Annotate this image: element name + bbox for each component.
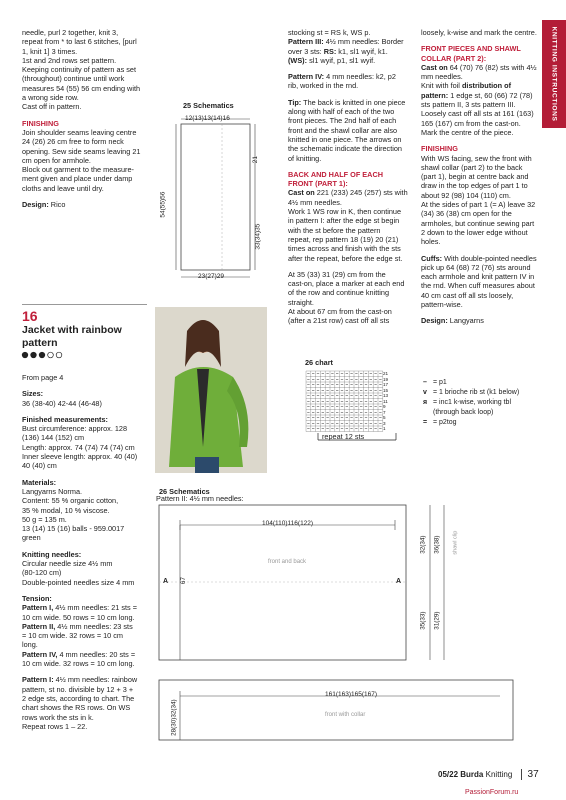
pattern-4-label: Pattern IV:: [288, 72, 325, 82]
chart-row-number: 21: [383, 371, 389, 376]
pattern-1: [22, 675, 154, 731]
tension-label: Tension:: [22, 593, 52, 603]
cast-off-continued: loosely, k-wise and mark the centre.: [421, 28, 537, 37]
legend-symbol: =: [423, 419, 428, 426]
ws-label: (WS):: [288, 55, 308, 65]
footer-issue: 05/22: [438, 770, 459, 779]
chart-row-number: 9: [383, 404, 386, 409]
front-cast-on: [421, 63, 546, 137]
legend-symbol: v: [423, 389, 427, 396]
front-cast-on-text: 64 (70) 76 (82) sts with 4½ mm needles. Knit with foil: [421, 62, 537, 91]
needles-label: Knitting needles:: [22, 549, 82, 559]
chart-row-number: 11: [383, 398, 388, 404]
distribution-label: distribution of pattern:: [421, 81, 512, 100]
difficulty-dot-empty: [48, 352, 54, 358]
ws-text: sl1 wyif, p1, sl1 wyif.: [307, 55, 376, 65]
schematic-25-bottom-dim: 23(27)29: [198, 273, 225, 280]
marker-a-right: A: [396, 578, 402, 585]
finishing-text-2: With WS facing, sew the front with shawl collar (part 2) to the back (part 1), begin at centre back and draw in the top edges of part 1 to about 92 (98) 104 (110) cm. At the sides of part 1 (= A) leave 32 (34) 36 (38) cm open for the armholes, but continue sewing part 2 down to the lower edge without holes.: [421, 153, 536, 247]
design-credit: [22, 200, 162, 209]
pattern-3-label: Pattern III:: [288, 37, 324, 47]
schematic-25-outline: [181, 124, 250, 270]
tension-2-text: 4½ mm needles: 23 sts = 10 cm wide. 32 rows = 10 cm long.: [22, 621, 133, 650]
marker-a-left: A: [163, 578, 169, 585]
difficulty-dot-filled: [22, 352, 28, 358]
pattern-4: [288, 72, 418, 91]
piece1-right-dim-4: 31(29): [433, 611, 441, 630]
col3-top-text: [288, 28, 418, 333]
col4-top-text: [421, 28, 546, 333]
marker-text: At 35 (33) 31 (29) cm from the cast-on, place a marker at each end of the row and continue knitting straight. At about 67 cm from the cast-on (after a 21st row) cast off all sts: [288, 269, 405, 326]
needles-text: Circular needle size 4½ mm (80-120 cm) Double-pointed needles size 4 mm: [22, 559, 135, 587]
model-illustration: [155, 307, 267, 473]
stocking-stitch-def: stocking st = RS k, WS p.: [288, 28, 371, 37]
chart-row-number: 5: [383, 415, 386, 420]
back-cast-on-label: Cast on: [288, 188, 315, 198]
tension-4-label: Pattern IV,: [22, 649, 58, 659]
piece1-right-dim-1: 32(34): [419, 535, 427, 554]
chart-row-numbers: [383, 371, 388, 432]
legend-text: = p1: [433, 379, 447, 386]
tension-1-label: Pattern I,: [22, 603, 54, 613]
schematic-25-label: 25 Schematics: [183, 101, 234, 110]
section-tab-label: KNITTING INSTRUCTIONS: [550, 26, 558, 122]
piece2-width-dim: 161(163)165(167): [325, 691, 378, 698]
pattern-number: 16: [22, 308, 38, 324]
footer-brand: Burda: [460, 770, 484, 779]
pattern-1-text: 4½ mm needles: rainbow pattern, st no. divisible by 12 + 3 + 2 edge sts, according to chart. The chart shows the RS rows. On WS rows work the sts in k. Repeat rows 1 – 22.: [22, 675, 138, 731]
legend-symbol: я: [423, 399, 428, 406]
watermark: PassionForum.ru: [465, 789, 519, 796]
back-cast-on: [288, 188, 418, 262]
measurements-label: Finished measurements:: [22, 414, 108, 424]
pattern-title: Jacket with rainbow pattern: [22, 324, 122, 349]
design-value-2: Langyarns: [447, 316, 484, 326]
piece1-width-dim: 104(110)116(122): [262, 520, 314, 527]
tension-2-label: Pattern II,: [22, 621, 56, 631]
legend-item: [423, 398, 519, 418]
finishing-heading-2: FINISHING: [421, 144, 458, 154]
chart-row-number: 7: [383, 409, 386, 415]
finishing-text: Join shoulder seams leaving centre 24 (26) 26 cm free to form neck opening. Sew side seams leaving 21 cm open for armhole. Block out garment to the measure- ment given and place under damp cloths and leave until dry.: [22, 127, 141, 193]
chart-26-label: 26 chart: [305, 358, 333, 367]
legend-symbol: –: [423, 379, 427, 386]
distribution-text: 1 edge st, 60 (66) 72 (78) sts pattern II, 3 sts pattern III. Loosely cast off all sts at 161 (163) 165 (167) cm from the cast-on. Mark the centre of the piece.: [421, 90, 534, 137]
page-footer: [438, 769, 539, 780]
difficulty-dot-empty: [56, 352, 62, 358]
schematic-25-top-dim: 12(13)13(14)16: [185, 115, 230, 122]
section-divider: [22, 304, 147, 305]
sizes-label: Sizes:: [22, 389, 44, 399]
schematic-26-note: [156, 494, 244, 503]
chart-row-number: 17: [383, 382, 389, 387]
design-value: Rico: [48, 200, 66, 210]
cuffs-text: With double-pointed needles pick up 64 (68) 72 (76) sts around each armhole and knit pattern IV in the rnd. When cuff measures about 40 cm cast off all sts loosely, pattern-wise.: [421, 253, 537, 310]
chart-row-number: 15: [383, 387, 389, 393]
tension-text: [22, 603, 154, 668]
piece2-outline: [159, 680, 513, 740]
tension-4-text: 4 mm needles: 20 sts = 10 cm wide. 32 rows = 10 cm long.: [22, 649, 136, 669]
from-page: From page 4: [22, 373, 64, 382]
pattern-3-text: 4½ mm needles: Border over 3 sts:: [288, 37, 404, 56]
footer-section: Knitting: [485, 770, 513, 779]
materials-text: Langyarns Norma. Content: 55 % organic cotton, 35 % modal, 10 % viscose. 50 g = 135 m. 13 (14) 15 (16) balls - 959.0017 green: [22, 486, 125, 543]
schematic-26-label: 26 Schematics: [159, 487, 210, 496]
legend-item: [423, 378, 519, 388]
rs-label: RS:: [323, 46, 337, 56]
tension-1-text: 4½ mm needles: 21 sts = 10 cm wide. 50 rows = 10 cm long.: [22, 603, 137, 622]
schematic-25-right-dim-2: 33(34)35: [254, 223, 262, 250]
chart-legend: [423, 378, 519, 428]
schematic-26-note-text: Pattern II: 4½ mm needles:: [156, 494, 244, 503]
pattern-1-label: Pattern I:: [22, 675, 54, 685]
repeat-label: repeat 12 sts: [322, 432, 365, 441]
piece2-left-dim: 28(30)32(34): [170, 699, 178, 736]
front-heading: FRONT PIECES AND SHAWL COLLAR (PART 2):: [421, 44, 521, 63]
piece1-left-dim: 67: [179, 577, 187, 585]
tip: [288, 98, 418, 163]
piece2-label: front with collar: [325, 712, 366, 718]
model-photo: [155, 307, 267, 473]
cuffs: [421, 254, 546, 310]
legend-text: = inc1 k-wise, working tbl (through back loop): [433, 399, 512, 416]
piece1-right-dim-2: 36(38): [433, 535, 441, 554]
pattern-continuation: needle, purl 2 together, knit 3, repeat from * to last 6 stitches, [purl 1, knit 1] 3 times. 1st and 2nd rows set pattern. Keeping continuity of pattern as set (throughout) continue until work measures 54 (55) 56 cm ending with a wrong side row. Cast off in pattern.: [22, 28, 141, 112]
piece1-label: front and back: [268, 559, 307, 565]
legend-item: [423, 388, 519, 398]
design-credit-2: [421, 316, 546, 325]
finishing-heading: FINISHING: [22, 118, 59, 128]
pattern-4-text: 4 mm needles: k2, p2 rib, worked in the rnd.: [288, 72, 396, 91]
chart-row-number: 19: [383, 376, 389, 382]
back-heading: BACK AND HALF OF EACH FRONT (PART 1):: [288, 169, 383, 189]
difficulty-dot-filled: [31, 352, 37, 358]
sizes-text: 36 (38-40) 42-44 (46-48): [22, 398, 102, 408]
tip-text: The back is knitted in one piece along with half of each of the two front pieces. The 2nd half of each front and the shawl collar are also knitted in one piece. The arrows on the schematic indicate the direction of knitting.: [288, 97, 406, 163]
pattern-3: [288, 37, 418, 65]
schematic-25-right-dim-1: 21: [251, 156, 259, 164]
col1-top-text: [22, 28, 162, 216]
rs-text: k1, sl1 wyif, k1.: [338, 46, 388, 56]
col1-bottom-text: [22, 373, 154, 738]
measurements-text: Bust circumference: approx. 128 (136) 144 (152) cm Length: approx. 74 (74) 74 (74) cm Inner sleeve length: approx. 40 (40) 40 (40) cm: [22, 424, 138, 471]
design-label-2: Design:: [421, 316, 448, 326]
cuffs-label: Cuffs:: [421, 253, 443, 263]
shawl-label: shawl clip: [452, 530, 459, 555]
page-number: 37: [521, 769, 539, 780]
chart-row-number: 1: [383, 426, 386, 431]
chart-row-number: 3: [383, 420, 386, 426]
chart-row-number: 13: [383, 393, 389, 398]
design-label: Design:: [22, 200, 49, 210]
front-cast-on-label: Cast on: [421, 62, 448, 72]
legend-text: = p2tog: [433, 419, 457, 426]
tip-label: Tip:: [288, 97, 302, 107]
back-cast-on-text: 221 (233) 245 (257) sts with 4½ mm needles. Work 1 WS row in K, then continue in pattern I: after the edge st begin with the st before the pattern repeat, rep pattern 18 (19) 20 (21) times across and finish with the sts after the repeat, before the edge st.: [288, 188, 408, 263]
legend-item: [423, 418, 519, 428]
schematic-25-left-dim: 54(55)56: [159, 191, 167, 218]
materials-label: Materials:: [22, 477, 57, 487]
legend-text: = 1 brioche rib st (k1 below): [433, 389, 520, 396]
piece1-right-dim-3: 35(33): [419, 611, 427, 630]
difficulty-dot-filled: [39, 352, 45, 358]
